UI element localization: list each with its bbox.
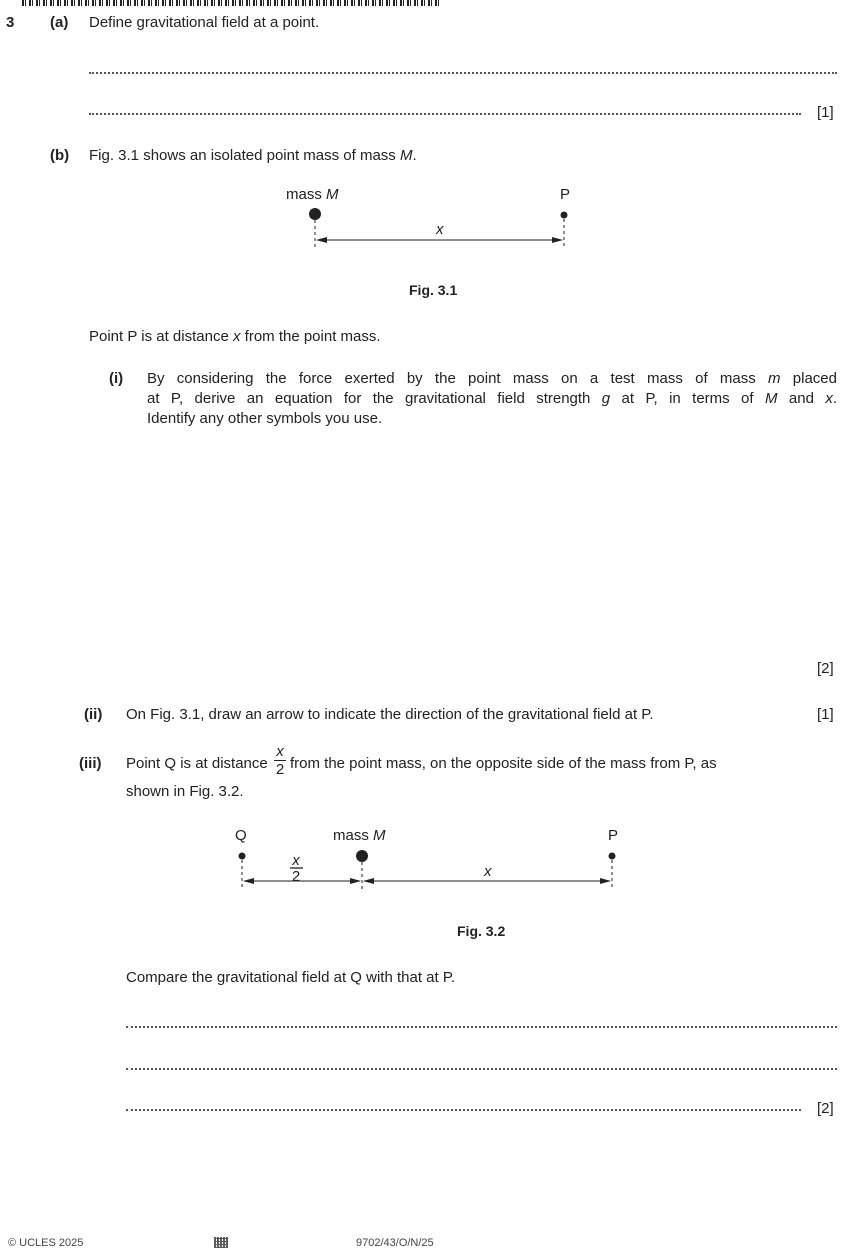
part-a-marks: [1] <box>817 104 834 121</box>
fig2-p-label: P <box>608 827 619 844</box>
part-i-marks: [2] <box>817 660 834 677</box>
fig1-caption: Fig. 3.1 <box>409 282 458 298</box>
fig2-point-mass <box>356 850 368 862</box>
fig1-arrowhead-left <box>316 237 327 243</box>
footer-copyright: © UCLES 2025 <box>8 1237 84 1249</box>
fig2-point-q <box>239 853 246 860</box>
part-a-label: (a) <box>50 14 69 31</box>
fig2-half-den: 2 <box>291 868 301 885</box>
fig1-mass-label: mass M <box>286 186 339 203</box>
part-ii-text: On Fig. 3.1, draw an arrow to indicate the direction of the gravitational field at P. <box>126 706 654 723</box>
part-i-text: By considering the force exerted by the point mass on a test mass of mass m placed at P, derive an equation for the gravitational field strength g at P, in terms of M and x. Identify any other symbols you use. <box>147 370 837 427</box>
fig2-arrowhead-mass-right <box>363 878 374 884</box>
answer-line-iii-3[interactable] <box>126 1109 801 1111</box>
answer-line-iii-2[interactable] <box>126 1068 837 1070</box>
figure-3-1[interactable] <box>0 0 852 330</box>
part-i-label: (i) <box>109 370 124 387</box>
part-b-text: Fig. 3.1 shows an isolated point mass of mass M. <box>89 147 417 164</box>
part-ii-marks: [1] <box>817 706 834 723</box>
part-iii-line1-b: from the point mass, on the opposite side of the mass from P, as <box>290 755 717 772</box>
fig2-arrowhead-p <box>600 878 611 884</box>
question-number: 3 <box>6 14 15 31</box>
fig2-arrowhead-q <box>243 878 254 884</box>
fig2-arrowhead-mass-left <box>350 878 361 884</box>
fig2-caption-text: Fig. 3.2 <box>457 923 506 939</box>
part-a-text: Define gravitational field at a point. <box>89 14 320 31</box>
answer-line-iii-1[interactable] <box>126 1026 837 1028</box>
part-i-answer-space[interactable] <box>147 440 837 620</box>
part-iii-compare: Compare the gravitational field at Q with that at P. <box>126 969 456 986</box>
part-b-label: (b) <box>50 147 70 164</box>
fig1-x-label: x <box>436 221 444 238</box>
part-iii-label: (iii) <box>79 755 102 772</box>
fig1-p-label: P <box>560 186 571 203</box>
fig2-half-num: x <box>292 852 300 869</box>
fig1-point-p <box>561 212 568 219</box>
fig2-point-p <box>609 853 616 860</box>
part-iii-marks: [2] <box>817 1100 834 1117</box>
fig1-arrowhead-right <box>552 237 563 243</box>
part-iii-line2: shown in Fig. 3.2. <box>126 783 244 800</box>
fig1-point-mass <box>309 208 321 220</box>
part-ii-label: (ii) <box>84 706 103 723</box>
part-iii-fraction: x 2 <box>275 743 285 778</box>
figure-3-2[interactable] <box>0 800 852 910</box>
fig2-x-label: x <box>484 863 492 880</box>
part-iii-line1-a: Point Q is at distance <box>126 755 268 772</box>
qr-code-icon <box>214 1237 228 1248</box>
footer-code: 9702/43/O/N/25 <box>356 1237 434 1249</box>
point-p-text: Point P is at distance x from the point mass. <box>89 328 381 345</box>
fig2-mass-label: mass M <box>333 827 386 844</box>
fig2-q-label: Q <box>235 827 247 844</box>
